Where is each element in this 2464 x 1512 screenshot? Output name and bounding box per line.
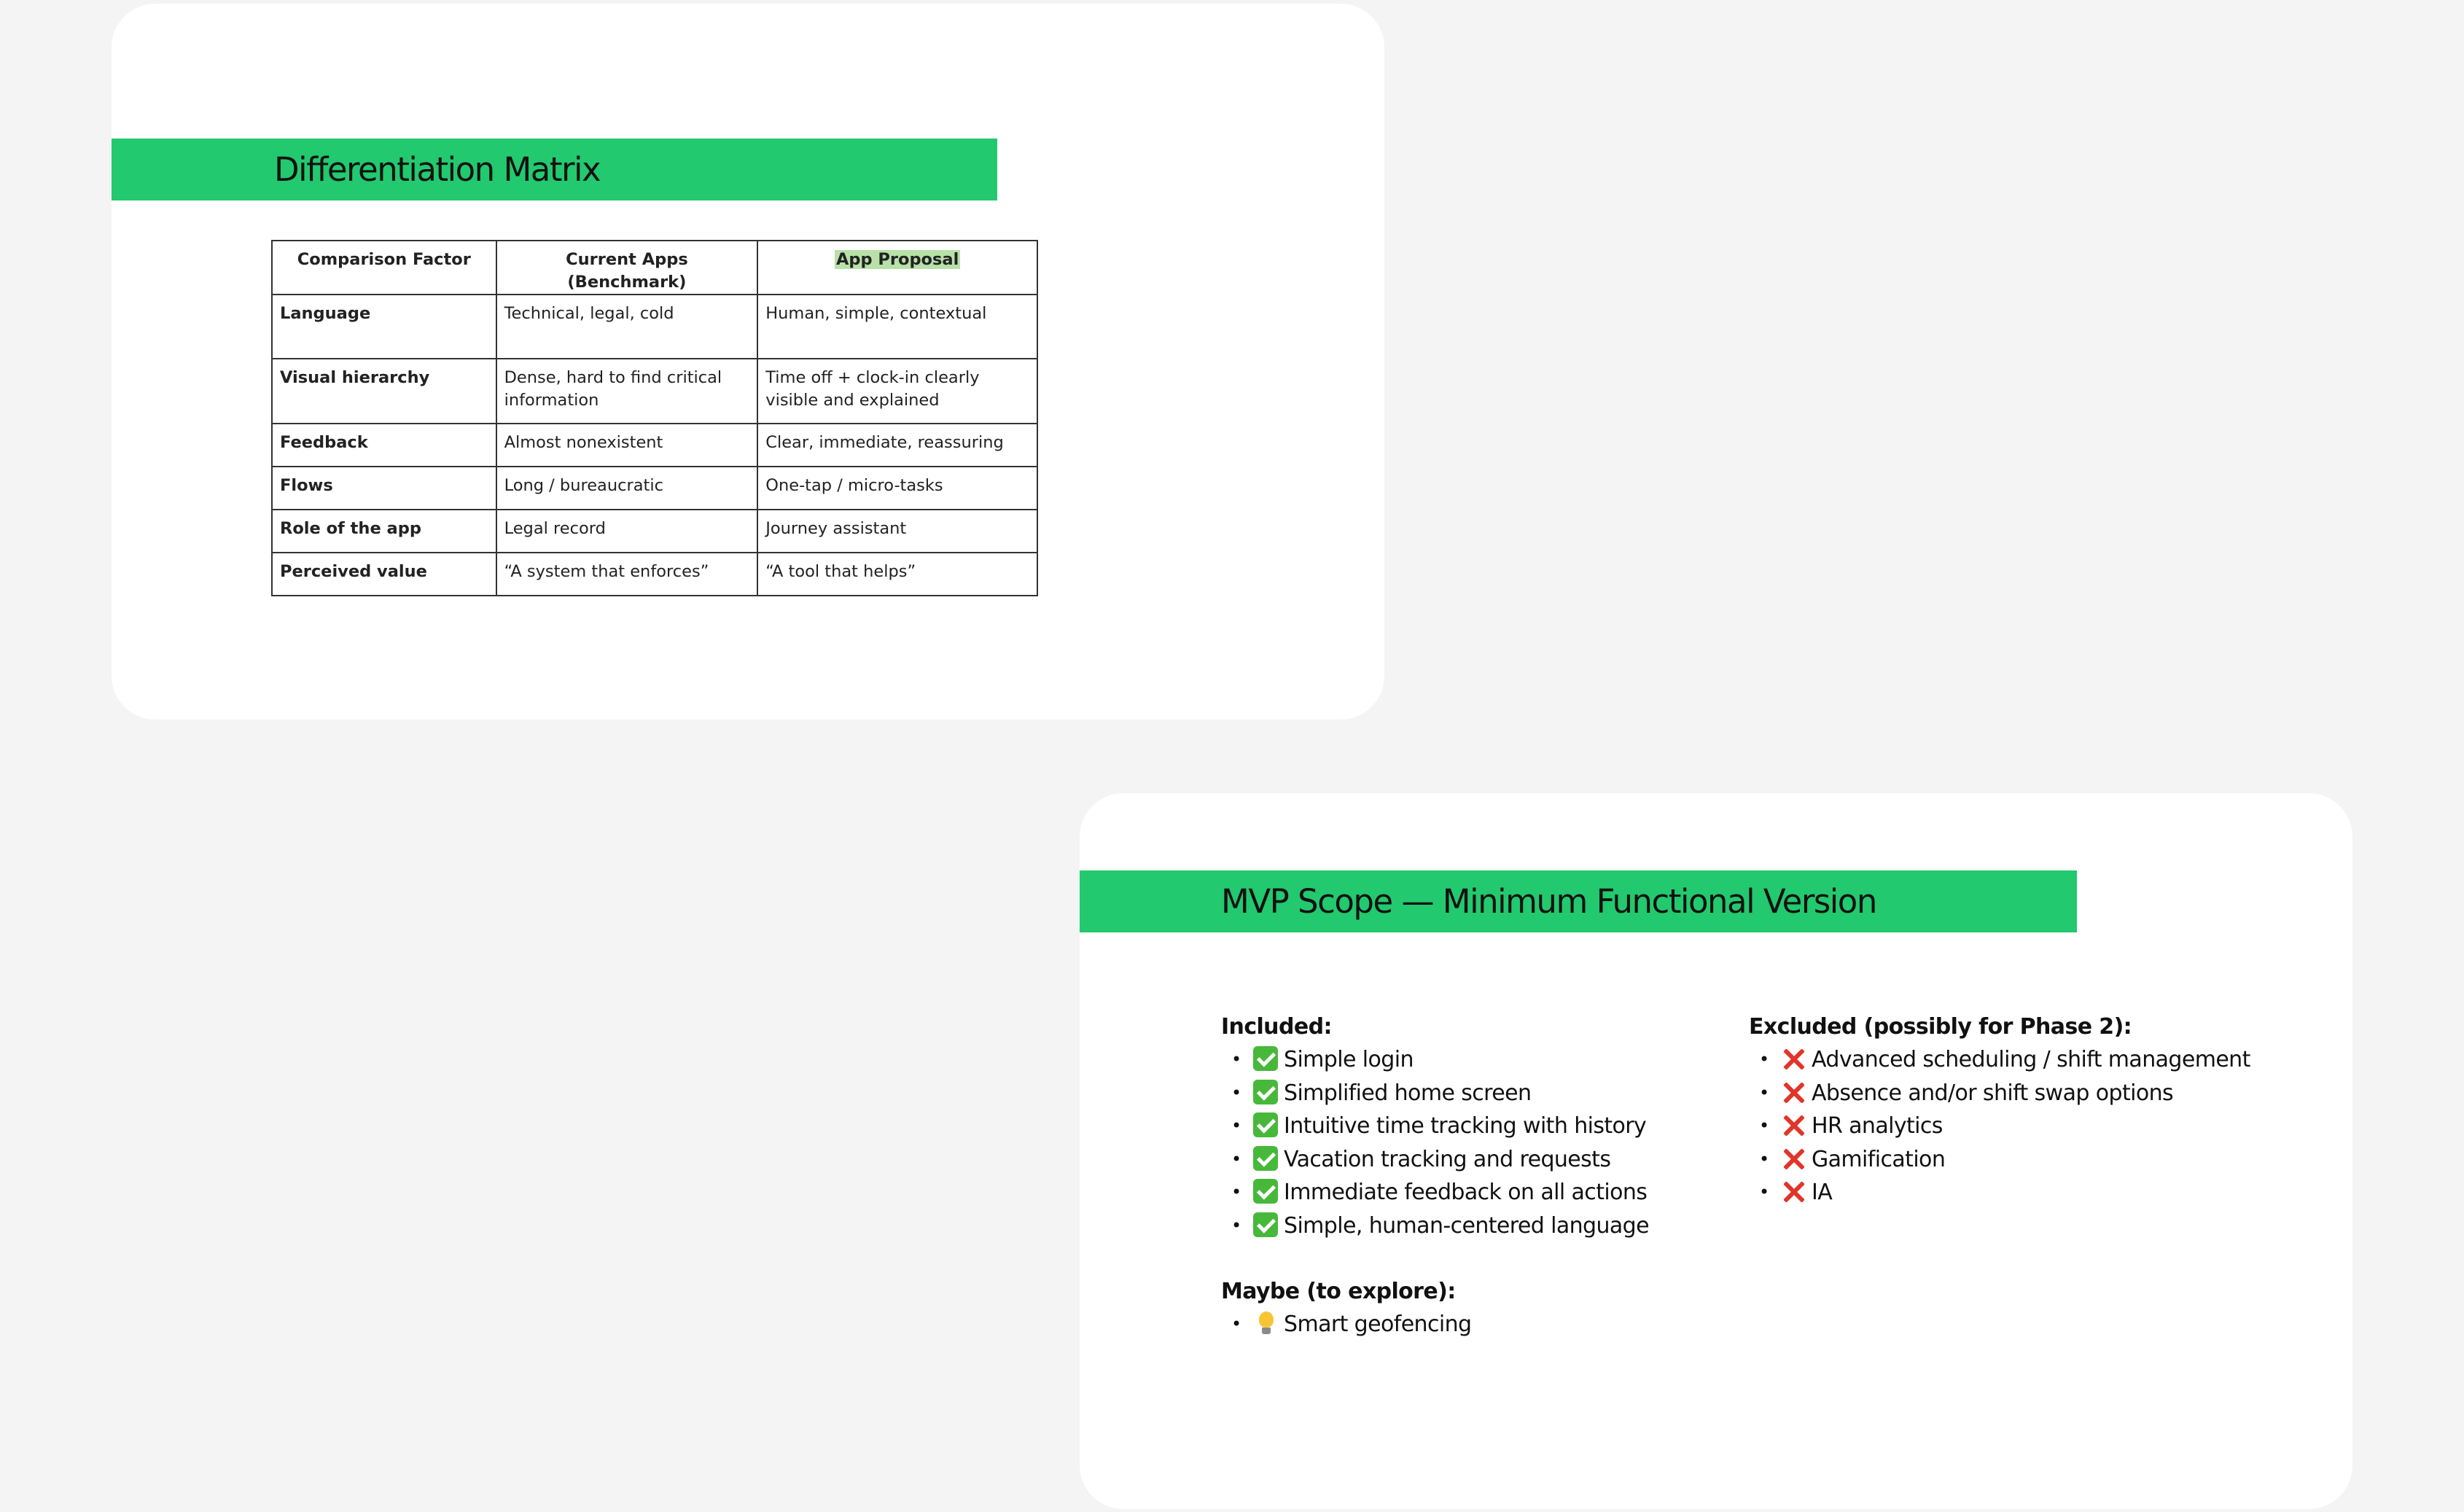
list-item-text: Vacation tracking and requests (1284, 1146, 1611, 1172)
table-cell-proposal: Time off + clock-in clearly visible and explained (757, 359, 1037, 424)
list-item: • Simplified home screen (1231, 1080, 1532, 1106)
table-cell-proposal: Clear, immediate, reassuring (757, 424, 1037, 467)
cross-icon (1781, 1179, 1806, 1204)
list-item: • Simple, human-centered language (1231, 1212, 1649, 1239)
table-header-cell: Current Apps (Benchmark) (496, 241, 758, 295)
table-cell-proposal: Human, simple, contextual (757, 295, 1037, 359)
table-row (272, 424, 1037, 467)
table-header-cell: Comparison Factor (272, 241, 496, 295)
list-item-text: Immediate feedback on all actions (1284, 1180, 1648, 1205)
list-item-text: Smart geofencing (1284, 1312, 1472, 1337)
included-heading: Included: (1221, 1014, 1332, 1040)
table-cell-benchmark: Legal record (496, 510, 758, 553)
list-item-text: Simplified home screen (1284, 1080, 1532, 1106)
list-item: • Gamification (1759, 1146, 1946, 1172)
table-cell-benchmark: Dense, hard to find critical information (496, 359, 758, 424)
table-cell-factor: Feedback (272, 424, 496, 467)
check-icon (1253, 1146, 1278, 1171)
check-icon (1253, 1080, 1278, 1104)
list-item: • Simple login (1231, 1047, 1414, 1072)
excluded-list (1749, 1043, 2250, 1209)
check-icon (1253, 1179, 1278, 1204)
cross-icon (1781, 1112, 1806, 1137)
table-row (272, 359, 1037, 424)
table-cell-proposal: One-tap / micro-tasks (757, 467, 1037, 510)
included-section (1221, 1010, 1649, 1341)
list-item: • HR analytics (1759, 1113, 1943, 1139)
list-item-text: HR analytics (1812, 1113, 1943, 1139)
list-item-text: Advanced scheduling / shift management (1812, 1047, 2250, 1072)
table-cell-benchmark: Long / bureaucratic (496, 467, 758, 510)
list-item: • Advanced scheduling / shift management (1759, 1047, 2250, 1072)
list-item-text: IA (1812, 1180, 1833, 1205)
cross-icon (1781, 1080, 1806, 1104)
table-cell-benchmark: “A system that enforces” (496, 553, 758, 596)
table-cell-benchmark: Almost nonexistent (496, 424, 758, 467)
list-item-text: Gamification (1812, 1146, 1946, 1172)
table-row (272, 295, 1037, 359)
list-item-text: Simple login (1284, 1047, 1414, 1072)
table-cell-factor: Visual hierarchy (272, 359, 496, 424)
table-header-cell-highlighted (757, 241, 1037, 295)
table-row (272, 553, 1037, 596)
check-icon (1253, 1112, 1278, 1137)
maybe-list (1221, 1308, 1649, 1341)
list-item: • IA (1759, 1180, 1833, 1205)
table-row (272, 467, 1037, 510)
highlighted-header-text: App Proposal (835, 250, 959, 269)
list-item: • Intuitive time tracking with history (1231, 1113, 1647, 1139)
maybe-heading: Maybe (to explore): (1221, 1279, 1456, 1304)
table-cell-proposal: Journey assistant (757, 510, 1037, 553)
table-cell-benchmark: Technical, legal, cold (496, 295, 758, 359)
check-icon (1253, 1212, 1278, 1237)
excluded-section (1749, 1010, 2250, 1209)
list-item: • Absence and/or shift swap options (1759, 1080, 2174, 1106)
cross-icon (1781, 1046, 1806, 1071)
list-item: • Immediate feedback on all actions (1231, 1180, 1648, 1205)
table-cell-factor: Flows (272, 467, 496, 510)
excluded-heading: Excluded (possibly for Phase 2): (1749, 1014, 2132, 1040)
list-item: • Vacation tracking and requests (1231, 1146, 1611, 1172)
lightbulb-icon (1253, 1311, 1278, 1336)
slide-title-banner (1080, 870, 2077, 932)
table-cell-factor: Language (272, 295, 496, 359)
included-list (1221, 1043, 1649, 1242)
slide-differentiation-matrix (112, 4, 1384, 720)
slide-title: MVP Scope — Minimum Functional Version (1221, 882, 1876, 921)
slide-title: Differentiation Matrix (274, 150, 601, 189)
table-cell-proposal: “A tool that helps” (757, 553, 1037, 596)
slide-mvp-scope (1080, 793, 2352, 1509)
table-cell-factor: Role of the app (272, 510, 496, 553)
table-row (272, 510, 1037, 553)
list-item-text: Intuitive time tracking with history (1284, 1113, 1647, 1139)
list-item-text: Absence and/or shift swap options (1812, 1080, 2174, 1106)
differentiation-table (271, 240, 1038, 596)
slide-title-banner (112, 139, 997, 200)
list-item: • Smart geofencing (1231, 1312, 1472, 1337)
cross-icon (1781, 1146, 1806, 1171)
table-header-row (272, 241, 1037, 295)
table-cell-factor: Perceived value (272, 553, 496, 596)
list-item-text: Simple, human-centered language (1284, 1212, 1649, 1239)
check-icon (1253, 1046, 1278, 1071)
